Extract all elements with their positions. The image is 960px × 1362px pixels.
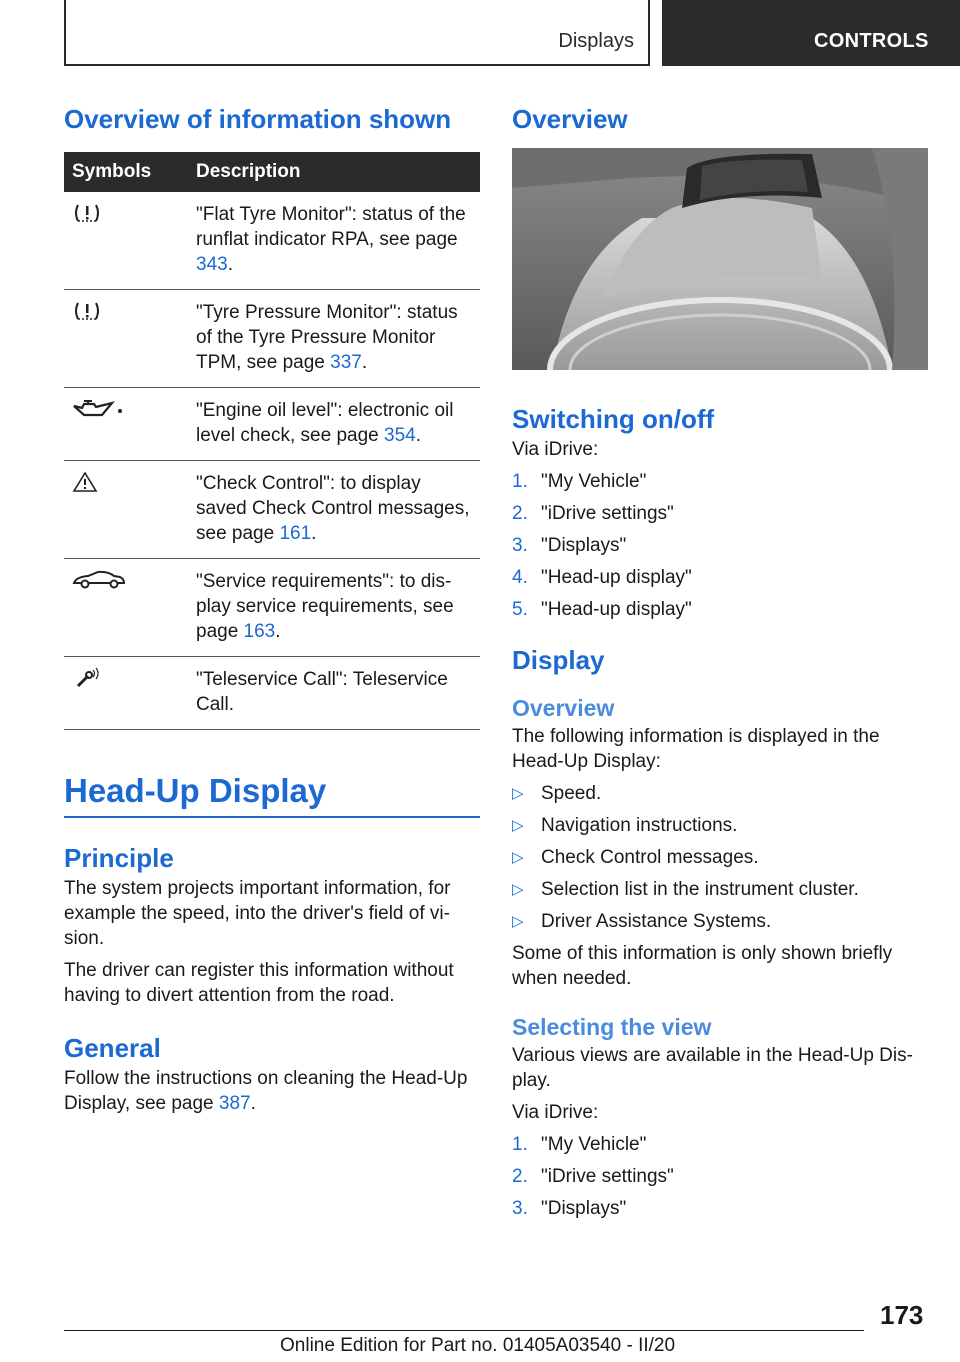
- page-link[interactable]: 337: [330, 352, 362, 373]
- display-overview-subtitle: Overview: [512, 695, 615, 721]
- table-header-description: Description: [186, 152, 480, 192]
- row-description: "Flat Tyre Monitor": status of the runflat indicator RPA, see page: [196, 204, 466, 250]
- hud-title: Head-Up Display: [64, 772, 327, 809]
- oil-can-icon: [72, 398, 126, 420]
- overview-title: Overview: [512, 104, 628, 134]
- tyre-warning-icon: [72, 202, 102, 224]
- list-item: ▷ Check Control messages.: [512, 847, 759, 868]
- row-description: "Engine oil level": electronic oil level check, see page: [196, 400, 454, 446]
- triangle-bullet-icon: ▷: [512, 913, 524, 930]
- list-item: ▷ Selection list in the instrument cluster.: [512, 879, 859, 900]
- brief-note: Some of this information is only shown briefly when needed.: [512, 943, 893, 989]
- page-link[interactable]: 163: [243, 621, 276, 642]
- triangle-bullet-icon: ▷: [512, 817, 524, 834]
- view-steps: [512, 1132, 928, 1221]
- hud-photo: [512, 148, 928, 370]
- principle-title: Principle: [64, 843, 174, 873]
- table-row: "Engine oil level": electronic oil level check, see page 354.: [64, 388, 480, 461]
- list-item: ▷ Driver Assistance Systems.: [512, 911, 772, 932]
- list-item: 2. "iDrive settings": [512, 503, 674, 524]
- via-idrive-label-2: Via iDrive:: [512, 1102, 599, 1123]
- triangle-bullet-icon: ▷: [512, 785, 524, 802]
- page-link[interactable]: 343: [196, 254, 228, 275]
- list-item: 1. "My Vehicle": [512, 471, 647, 492]
- header-chapter-tab: [662, 0, 960, 66]
- header-chapter-title: CONTROLS: [814, 30, 929, 52]
- switching-title: Switching on/off: [512, 404, 715, 434]
- table-row: "Check Control": to display saved Check Control messages, see page 161.: [64, 461, 480, 559]
- tyre-warning-icon: [72, 300, 102, 322]
- page-link[interactable]: 387: [218, 1093, 251, 1114]
- list-item: 1. "My Vehicle": [512, 1134, 647, 1155]
- overview-info-title: Overview of information shown: [64, 104, 452, 134]
- row-description: "Teleservice Call": Teleservice Call.: [196, 669, 448, 715]
- principle-paragraph-1: The system projects important information, for example the speed, into the driver's field of vi-sion.: [64, 878, 451, 949]
- list-item: 4. "Head-up display": [512, 567, 692, 588]
- view-text: Various views are available in the Head-Up Dis-play.: [512, 1045, 913, 1091]
- right-column: [512, 100, 928, 1221]
- display-title: Display: [512, 645, 605, 675]
- list-item: 5. "Head-up display": [512, 599, 692, 620]
- triangle-bullet-icon: ▷: [512, 849, 524, 866]
- list-item: ▷ Speed.: [512, 783, 602, 804]
- triangle-bullet-icon: ▷: [512, 881, 524, 898]
- selecting-view-title: Selecting the view: [512, 1014, 712, 1040]
- via-idrive-label: Via iDrive:: [512, 439, 599, 460]
- display-intro: The following information is displayed in the Head-Up Display:: [512, 726, 880, 772]
- header-section-title: Displays: [558, 30, 634, 52]
- page-link[interactable]: 161: [279, 523, 312, 544]
- general-paragraph: Follow the instructions on cleaning the Head-Up Display, see page 387.: [64, 1068, 468, 1114]
- row-description: "Service requirements": to dis-play service requirements, see page: [196, 571, 454, 642]
- hud-title-underline: [64, 816, 480, 818]
- table-row: "Service requirements": to dis-play service requirements, see page 163.: [64, 559, 480, 657]
- switching-steps: [512, 469, 928, 622]
- left-column: [64, 100, 480, 1116]
- wrench-call-icon: [72, 667, 102, 689]
- table-header-symbols: Symbols: [64, 152, 186, 192]
- list-item: 2. "iDrive settings": [512, 1166, 674, 1187]
- display-bullets: [512, 781, 928, 934]
- symbols-table: [64, 152, 480, 730]
- row-description: "Tyre Pressure Monitor": status of the Tyre Pressure Monitor TPM, see page: [196, 302, 458, 373]
- header-left-box: [64, 0, 650, 66]
- general-title: General: [64, 1033, 161, 1063]
- warning-triangle-icon: [72, 471, 98, 493]
- footer-rule: [64, 1330, 864, 1331]
- principle-paragraph-2: The driver can register this information without having to divert attention from the road.: [64, 960, 454, 1006]
- table-row: [64, 657, 480, 730]
- car-service-icon: [72, 569, 126, 591]
- list-item: 3. "Displays": [512, 1198, 627, 1219]
- table-row: "Tyre Pressure Monitor": status of the Tyre Pressure Monitor TPM, see page 337.: [64, 290, 480, 388]
- footer-edition: Online Edition for Part no. 01405A03540 - II/20: [280, 1335, 676, 1356]
- page-link[interactable]: 354: [384, 425, 416, 446]
- table-row: "Flat Tyre Monitor": status of the runflat indicator RPA, see page 343.: [64, 192, 480, 290]
- table-header-row: [64, 152, 480, 192]
- list-item: 3. "Displays": [512, 535, 627, 556]
- page-number: 173: [880, 1300, 924, 1330]
- row-description: "Check Control": to display saved Check Control messages, see page: [196, 473, 470, 544]
- list-item: ▷ Navigation instructions.: [512, 815, 738, 836]
